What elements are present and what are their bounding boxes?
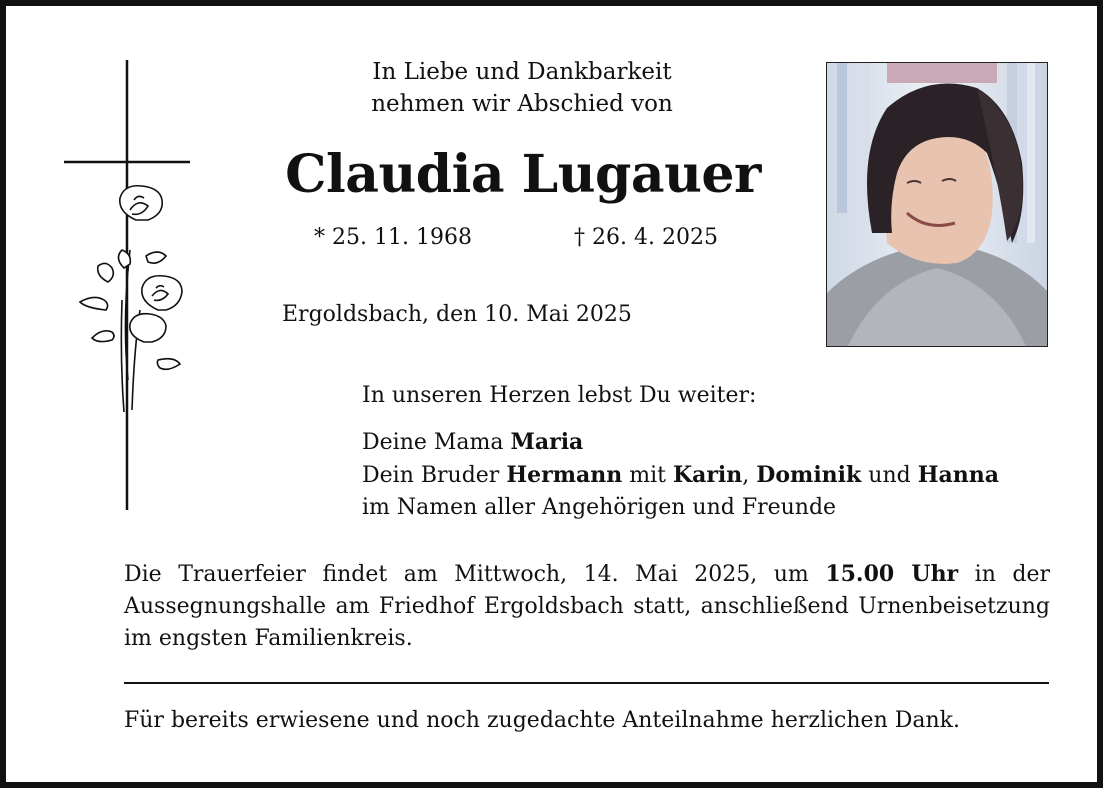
relative-name-karin: Karin (672, 462, 743, 488)
intro-line-2: nehmen wir Abschied von (371, 91, 673, 117)
relative-name-hanna: Hanna (917, 462, 999, 488)
connector-und: und (861, 463, 918, 488)
brother-name: Hermann (506, 462, 623, 488)
roses-icon (80, 186, 182, 412)
connector-comma: , (742, 463, 757, 488)
hearts-line: In unseren Herzen lebst Du weiter: (362, 383, 757, 408)
death-date: † 26. 4. 2025 (574, 225, 718, 250)
deceased-name: Claudia Lugauer (285, 144, 761, 205)
mother-prefix: Deine Mama (362, 430, 511, 455)
portrait-photo (826, 62, 1048, 347)
brother-prefix: Dein Bruder (362, 463, 507, 488)
relative-name-dominik: Dominik (756, 462, 862, 488)
intro-text (272, 56, 772, 120)
ceremony-time: 15.00 Uhr (825, 561, 959, 587)
cross-with-roses-icon (62, 60, 194, 512)
family-list (362, 426, 999, 524)
family-line-1 (362, 426, 999, 459)
connector-mit: mit (622, 463, 673, 488)
family-line-3: im Namen aller Angehörigen und Freunde (362, 495, 837, 520)
family-line-2 (362, 459, 999, 492)
divider-line (124, 682, 1049, 684)
ceremony-text-part-1: Die Trauerfeier findet am Mittwoch, 14. Mai 2025, um (124, 562, 826, 587)
place-and-date: Ergoldsbach, den 10. Mai 2025 (282, 302, 632, 327)
birth-date: * 25. 11. 1968 (314, 225, 472, 250)
ceremony-info (124, 558, 1050, 655)
thanks-line: Für bereits erwiesene und noch zugedachte Anteilnahme herzlichen Dank. (124, 708, 960, 733)
intro-line-1: In Liebe und Dankbarkeit (372, 59, 672, 85)
ceremony-text-part-2: in der Aussegnungshalle am Friedhof Ergoldsbach statt, anschließend Urnenbeisetzung im engsten Familienkreis. (124, 562, 1051, 651)
mother-name: Maria (510, 429, 584, 455)
